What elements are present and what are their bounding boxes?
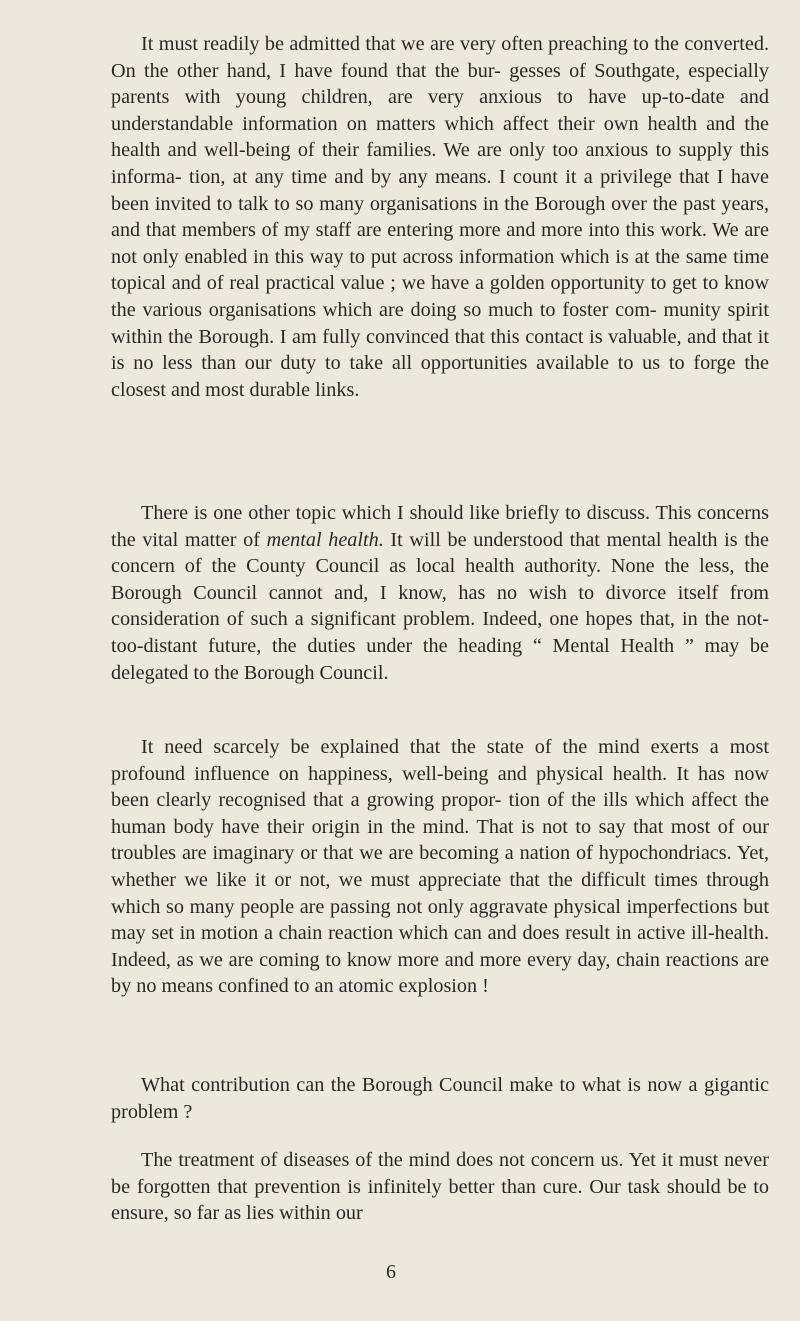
page-number: 6	[386, 1261, 396, 1283]
paragraph-council-contribution: What contribution can the Borough Council make to what is now a gigantic problem ?	[111, 1074, 769, 1123]
paragraph-mental-health-intro	[111, 500, 769, 686]
mental-health-emphasis: mental health.	[266, 528, 384, 551]
paragraph-outreach: It must readily be admitted that we are very often preaching to the converted. On the other hand, I have found that the bur- gesses of Southgate, especially parents with young children, are very anxious to have up-to-date and understandable information on matters which affect their own health and the health and well-being of their families. We are only too anxious to supply this informa- tion, at any time and by any means. I count it a privilege that I have been invited to talk to so many organisations in the Borough over the past years, and that members of my staff are entering more and more into this work. We are not only enabled in this way to put across information which is at the same time topical and of real practical value ; we have a golden opportunity to get to know the various organisations which are doing so much to foster com- munity spirit within the Borough. I am fully convinced that this contact is valuable, and that it is no less than our duty to take all opportunities available to us to forge the closest and most durable links.	[111, 33, 769, 401]
paragraph-mind-influence: It need scarcely be explained that the state of the mind exerts a most profound influence on happiness, well-being and physical health. It has now been clearly recognised that a growing propor- tion of the ills which affect the human body have their origin in the mind. That is not to say that most of our troubles are imaginary or that we are becoming a nation of hypochondriacs. Yet, whether we like it or not, we must appreciate that the difficult times through which so many people are passing not only aggravate physical imperfections but may set in motion a chain reaction which can and does result in active ill-health. Indeed, as we are coming to know more and more every day, chain reactions are by no means confined to an atomic explosion !	[111, 736, 769, 998]
paragraph-mental-health-intro-end: It will be understood that mental health is the concern of the County Council as local health authority. None the less, the Borough Council cannot and, I know, has no wish to divorce itself from consideration of such a significant problem. Indeed, one hopes that, in the not-too-distant future, the duties under the heading “ Mental Health ” may be delegated to the Borough Council.	[111, 528, 769, 684]
paragraph-mental-health-intro-start: There is one other topic which I should like briefly to discuss. This concerns the vital matter of	[111, 502, 769, 551]
paragraph-prevention: The treatment of diseases of the mind does not concern us. Yet it must never be forgotten that prevention is infinitely better than cure. Our task should be to ensure, so far as lies within our	[111, 1149, 769, 1225]
